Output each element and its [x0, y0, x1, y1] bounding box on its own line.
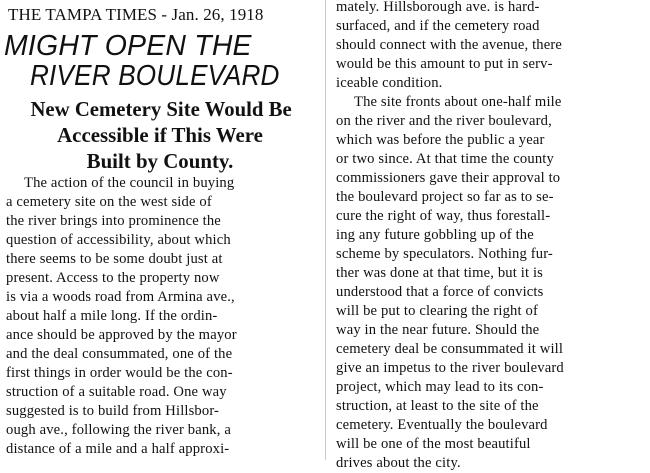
- body-line: scheme by speculators. Nothing fur-: [336, 246, 553, 262]
- body-line: which was before the public a year: [336, 132, 545, 148]
- body-line: ough ave., following the river bank, a: [6, 422, 231, 438]
- body-line: ing any future gobbling up of the: [336, 227, 534, 243]
- headline-line-1: MIGHT OPEN THE: [4, 30, 252, 62]
- left-column: [0, 0, 322, 460]
- deck-line-3: Built by County.: [86, 149, 234, 173]
- body-line: way in the near future. Should the: [336, 322, 540, 338]
- body-line: distance of a mile and a half approxi-: [6, 441, 230, 457]
- headline-line-2: RIVER BOULEVARD: [30, 60, 280, 92]
- body-line: would be this amount to put in serv-: [336, 56, 553, 72]
- body-line: or two since. At that time the county: [336, 151, 554, 167]
- body-line: give an impetus to the river boulevard: [336, 360, 564, 376]
- body-line: on the river and the river boulevard,: [336, 113, 552, 129]
- body-line: a cemetery site on the west side of: [6, 194, 212, 210]
- body-line: The site fronts about one-half mile: [354, 94, 562, 110]
- body-line: is via a woods road from Armina ave.,: [6, 289, 235, 305]
- deck-line-2: Accessible if This Were: [57, 123, 263, 147]
- body-line: will be put to clearing the right of: [336, 303, 538, 319]
- right-column: [330, 0, 648, 471]
- body-line: ance should be approved by the mayor: [6, 327, 237, 343]
- deck-line-1: New Cemetery Site Would Be: [30, 97, 292, 121]
- body-line: suggested is to build from Hillsbor-: [6, 403, 220, 419]
- body-line: understood that a force of convicts: [336, 284, 544, 300]
- body-line: cemetery deal be consummated it will: [336, 341, 564, 357]
- body-line: question of accessibility, about which: [6, 232, 231, 248]
- body-line: first things in order would be the con-: [6, 365, 233, 381]
- body-line: cure the right of way, thus forestall-: [336, 208, 551, 224]
- column-divider: [325, 0, 326, 460]
- body-line: present. Access to the property now: [6, 270, 220, 286]
- body-line: should connect with the avenue, there: [336, 37, 563, 53]
- body-line: the river brings into prominence the: [6, 213, 221, 229]
- body-line: ther was done at that time, but it is: [336, 265, 543, 281]
- body-line: cemetery. Eventually the boulevard: [336, 417, 548, 433]
- body-line: surfaced, and if the cemetery road: [336, 18, 540, 34]
- body-line: drives about the city.: [336, 455, 461, 471]
- body-line: struction, at least to the site of the: [336, 398, 539, 414]
- body-line: The action of the council in buying: [24, 175, 235, 191]
- body-line: the boulevard project so far as to se-: [336, 189, 554, 205]
- body-line: iceable condition.: [336, 75, 443, 91]
- body-line: about half a mile long. If the ordin-: [6, 308, 218, 324]
- body-line: there seems to be some doubt just at: [6, 251, 223, 267]
- dateline: THE TAMPA TIMES - Jan. 26, 1918: [8, 5, 264, 24]
- body-line: and the deal consummated, one of the: [6, 346, 233, 362]
- body-line: struction of a suitable road. One way: [6, 384, 227, 400]
- body-line: commissioners gave their approval to: [336, 170, 561, 186]
- body-line: mately. Hillsborough ave. is hard-: [336, 0, 540, 15]
- body-line: project, which may lead to its con-: [336, 379, 544, 395]
- body-line: will be one of the most beautiful: [336, 436, 531, 452]
